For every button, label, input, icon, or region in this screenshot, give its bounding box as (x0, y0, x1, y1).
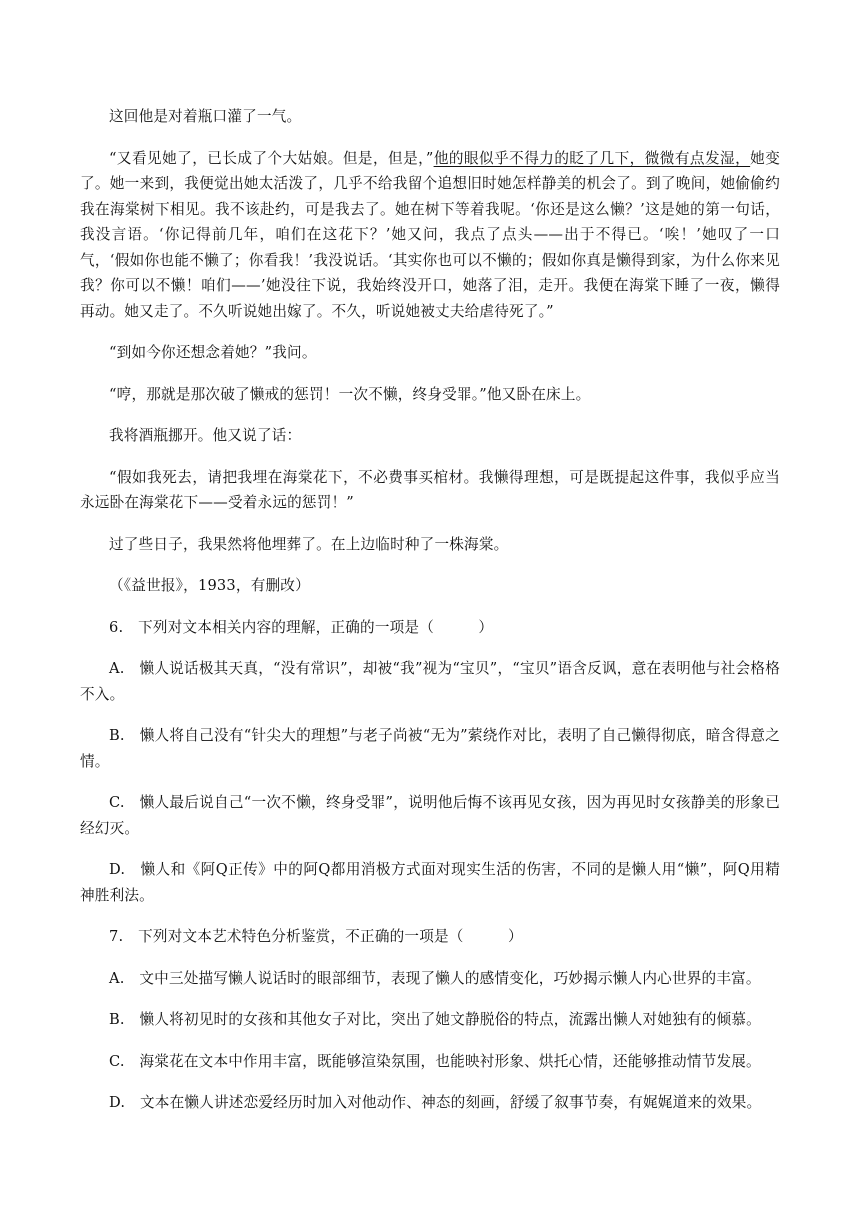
question-7-option-c: C. 海棠花在文本中作用丰富，既能够渲染氛围，也能映衬形象、烘托心情，还能够推动情节发展。 (109, 1052, 761, 1070)
question-7-option-a: A. 文中三处描写懒人说话时的眼部细节，表现了懒人的感情变化，巧妙揭示懒人内心世界的丰富。 (109, 969, 761, 987)
question-6-option-d: D. 懒人和《阿Q正传》中的阿Q都用消极方式面对现实生活的伤害，不同的是懒人用“懒”，阿Q用精神胜利法。 (80, 861, 780, 904)
underlined-sentence: 他的眼似乎不得力的眨了几下，微微有点发湿， (433, 149, 751, 167)
question-6-option-c: C. 懒人最后说自己“一次不懒，终身受罪”，说明他后悔不该再见女孩，因为再见时女孩静美的形象已经幻灭。 (80, 794, 780, 837)
question-6-stem: 6. 下列对文本相关内容的理解，正确的一项是（ ） (109, 618, 494, 636)
passage-paragraph-5: 我将酒瓶挪开。他又说了话： (109, 427, 302, 444)
paragraph-2-lead: “又看见她了，已长成了个大姑娘。但是，但是，” (109, 149, 434, 167)
passage-paragraph-7: 过了些日子，我果然将他埋葬了。在上边临时种了一株海棠。 (109, 535, 509, 553)
question-7-option-b: B. 懒人将初见时的女孩和其他女子对比，突出了她文静脱俗的特点，流露出懒人对她独有的倾慕。 (109, 1011, 761, 1028)
passage-paragraph-4: “哼，那就是那次破了懒戒的惩罚！一次不懒，终身受罪。”他又卧在床上。 (109, 385, 591, 403)
passage-source: （《益世报》，1933，有删改） (109, 577, 310, 594)
passage-paragraph-2 (80, 146, 780, 325)
passage-paragraph-3: “到如今你还想念着她？”我问。 (109, 344, 317, 361)
passage-paragraph-6: “假如我死去，请把我埋在海棠花下，不必费事买棺材。我懒得理想，可是既提起这件事，我似乎应当永远卧在海棠花下——受着永远的惩罚！” (80, 468, 780, 511)
question-7-stem: 7. 下列对文本艺术特色分析鉴赏，不正确的一项是（ ） (109, 928, 523, 945)
question-7-option-d: D. 文本在懒人讲述恋爱经历时加入对他动作、神态的刻画，舒缓了叙事节奏，有娓娓道来的效果。 (109, 1094, 762, 1111)
paragraph-2-rest: 她变了。她一来到，我便觉出她太活泼了，几乎不给我留个追想旧时她怎样静美的机会了。到了晚间，她偷偷约我在海棠树下相见。我不该赴约，可是我去了。她在树下等着我呢。‘你还是这么懒？’这是她的第一句话，我没言语。‘你记得前几年，咱们在这花下？’她又问，我点了点头——出于不得已。‘唉！’她叹了一口气，‘假如你也能不懒了；你看我！’我没说话。‘其实你也可以不懒的；假如你真是懒得到家，为什么你来见我？你可以不懒！咱们——’她没往下说，我始终没开口，她落了泪，走开。我便在海棠下睡了一夜，懒得再动。她又走了。不久听说她出嫁了。不久，听说她被丈夫给虐待死了。” (80, 149, 780, 320)
question-6-option-a: A. 懒人说话极其天真，“没有常识”，却被“我”视为“宝贝”，“宝贝”语含反讽，意在表明他与社会格格不入。 (80, 660, 780, 703)
document-content (80, 104, 780, 1132)
passage-paragraph-1: 这回他是对着瓶口灌了一气。 (109, 108, 302, 125)
question-6-option-b: B. 懒人将自己没有“针尖大的理想”与老子尚被“无为”萦绕作对比，表明了自己懒得彻底，暗含得意之情。 (80, 727, 780, 770)
